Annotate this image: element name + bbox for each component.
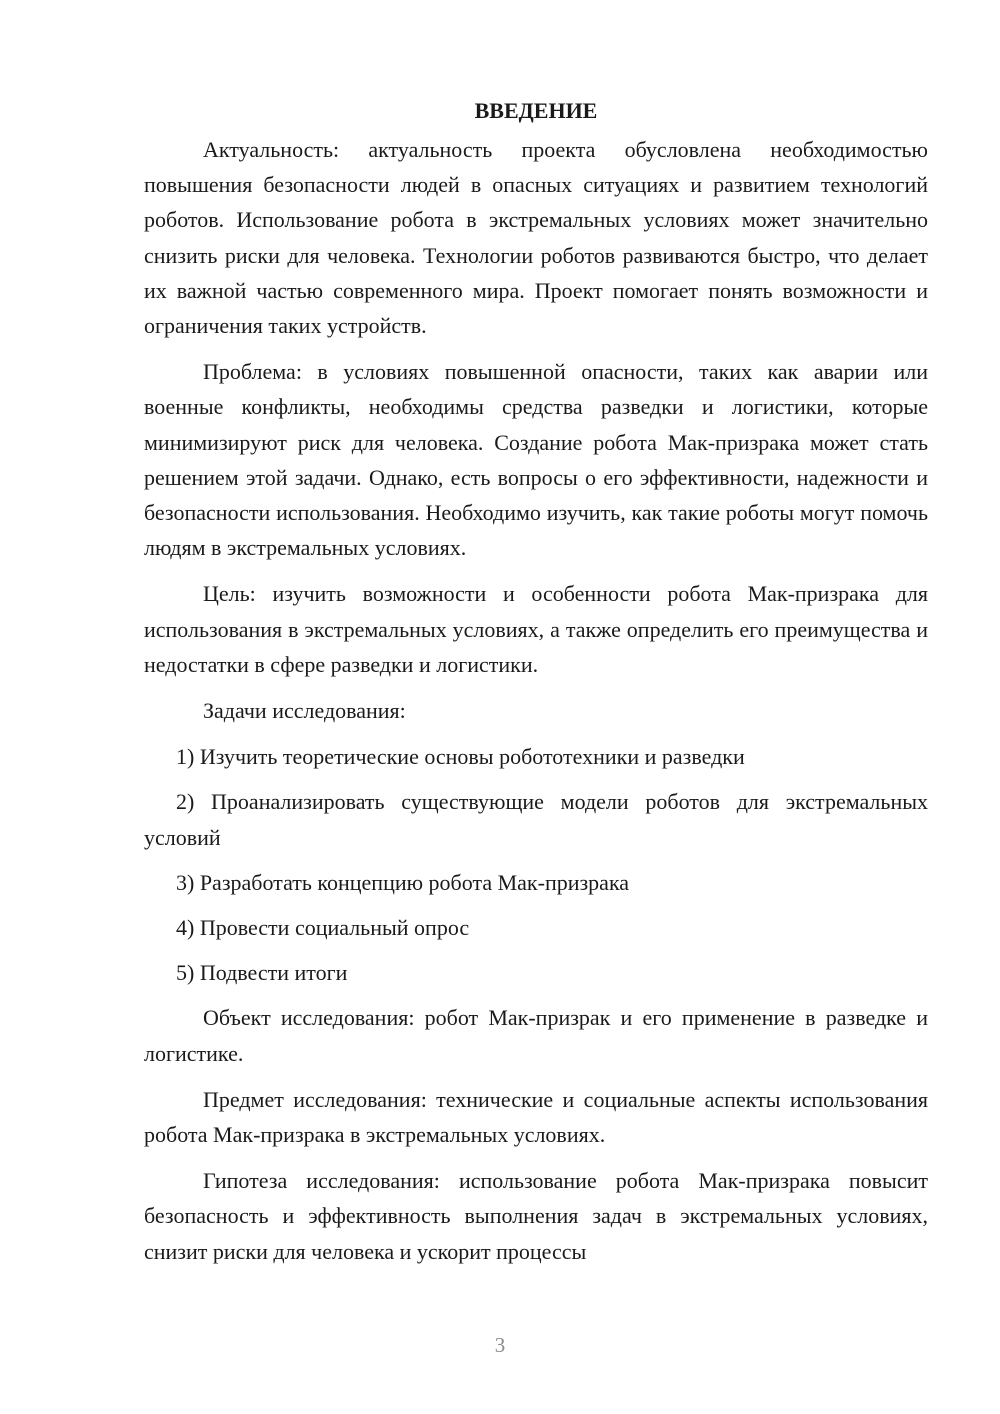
section-title: ВВЕДЕНИЕ — [474, 98, 598, 123]
task-item: 2) Проанализировать существующие модели роботов для экстремальных условий — [144, 789, 928, 850]
object-paragraph: Объект исследования: робот Мак-призрак и его применение в разведке и логистике. — [144, 1005, 928, 1066]
document-page — [144, 94, 928, 1280]
task-item: 3) Разработать концепцию робота Мак-призрака — [176, 869, 630, 895]
hypothesis-paragraph: Гипотеза исследования: использование робота Мак-призрака повысит безопасность и эффективность выполнения задач в экстремальных условиях, снизит риски для человека и ускорит процессы — [144, 1168, 928, 1264]
problem-paragraph: Проблема: в условиях повышенной опасности, таких как аварии или военные конфликты, необходимы средства разведки и логистики, которые минимизируют риск для человека. Создание робота Мак-призрака может стать решением этой задачи. Однако, есть вопросы о его эффективности, надежности и безопасности использования. Необходимо изучить, как такие роботы могут помочь людям в экстремальных условиях. — [144, 359, 928, 561]
task-item: 4) Провести социальный опрос — [176, 915, 470, 941]
tasks-heading: Задачи исследования: — [203, 698, 406, 724]
task-item: 1) Изучить теоретические основы робототехники и разведки — [176, 744, 745, 770]
page-number: 3 — [494, 1333, 506, 1357]
relevance-paragraph: Актуальность: актуальность проекта обусловлена необходимостью повышения безопасности людей в опасных ситуациях и развитием технологий роботов. Использование робота в экстремальных условиях может значительно снизить риски для человека. Технологии роботов развиваются быстро, что делает их важной частью современного мира. Проект помогает понять возможности и ограничения таких устройств. — [144, 137, 928, 339]
subject-paragraph: Предмет исследования: технические и социальные аспекты использования робота Мак-призрака в экстремальных условиях. — [144, 1086, 928, 1148]
goal-paragraph: Цель: изучить возможности и особенности робота Мак-призрака для использования в экстремальных условиях, а также определить его преимущества и недостатки в сфере разведки и логистики. — [144, 581, 928, 677]
task-item: 5) Подвести итоги — [176, 960, 348, 986]
